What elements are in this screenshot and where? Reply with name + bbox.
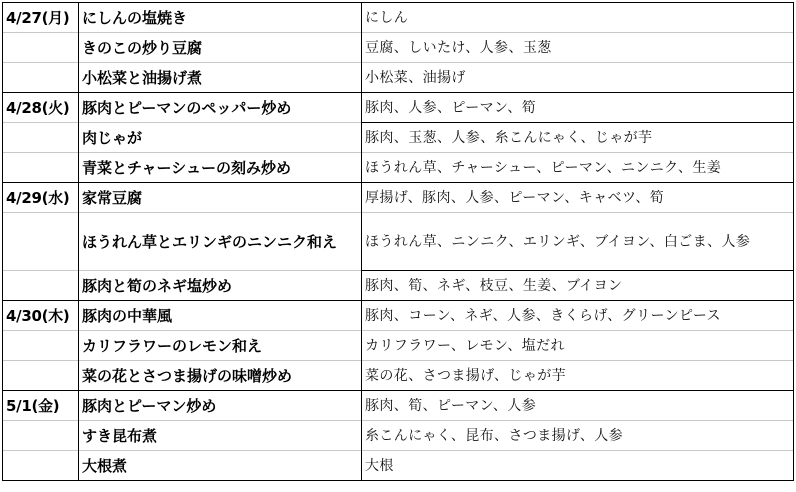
table-row (3, 183, 794, 213)
table-row (3, 93, 794, 123)
ingredients-cell[interactable]: 豚肉、人参、ピーマン、筍 (362, 93, 794, 123)
date-cell[interactable]: 4/27(月) (3, 3, 79, 33)
dish-cell[interactable]: 豚肉とピーマンのペッパー炒め (79, 93, 362, 123)
date-cell[interactable]: 4/28(火) (3, 93, 79, 123)
table-row (3, 63, 794, 93)
ingredients-cell[interactable]: 厚揚げ、豚肉、人参、ピーマン、キャベツ、筍 (362, 183, 794, 213)
table-row (3, 153, 794, 183)
ingredients-cell[interactable]: にしん (362, 3, 794, 33)
ingredients-cell[interactable]: 豚肉、コーン、ネギ、人参、きくらげ、グリーンピース (362, 301, 794, 331)
table-row (3, 271, 794, 301)
date-cell[interactable] (3, 451, 79, 481)
table-row (3, 123, 794, 153)
date-cell[interactable] (3, 33, 79, 63)
table-row (3, 301, 794, 331)
dish-cell[interactable]: 菜の花とさつま揚げの味噌炒め (79, 361, 362, 391)
date-cell[interactable] (3, 63, 79, 93)
table-row (3, 451, 794, 481)
date-cell[interactable] (3, 271, 79, 301)
table-row (3, 331, 794, 361)
ingredients-cell[interactable]: 豚肉、筍、ピーマン、人参 (362, 391, 794, 421)
dish-cell[interactable]: カリフラワーのレモン和え (79, 331, 362, 361)
dish-cell[interactable]: 肉じゃが (79, 123, 362, 153)
ingredients-cell[interactable]: ほうれん草、ニンニク、エリンギ、ブイヨン、白ごま、人参 (362, 213, 794, 271)
date-cell[interactable]: 4/29(水) (3, 183, 79, 213)
ingredients-cell[interactable]: 豚肉、筍、ネギ、枝豆、生姜、ブイヨン (362, 271, 794, 301)
ingredients-cell[interactable]: 糸こんにゃく、昆布、さつま揚げ、人参 (362, 421, 794, 451)
date-cell[interactable] (3, 153, 79, 183)
table-row (3, 391, 794, 421)
dish-cell[interactable]: 大根煮 (79, 451, 362, 481)
menu-table (2, 2, 794, 481)
dish-cell[interactable]: 家常豆腐 (79, 183, 362, 213)
ingredients-cell[interactable]: 豆腐、しいたけ、人参、玉葱 (362, 33, 794, 63)
dish-cell[interactable]: 豚肉とピーマン炒め (79, 391, 362, 421)
dish-cell[interactable]: すき昆布煮 (79, 421, 362, 451)
table-row (3, 421, 794, 451)
dish-cell[interactable]: 小松菜と油揚げ煮 (79, 63, 362, 93)
date-cell[interactable] (3, 361, 79, 391)
table-row (3, 3, 794, 33)
date-cell[interactable] (3, 331, 79, 361)
ingredients-cell[interactable]: 菜の花、さつま揚げ、じゃが芋 (362, 361, 794, 391)
dish-cell[interactable]: きのこの炒り豆腐 (79, 33, 362, 63)
date-cell[interactable] (3, 123, 79, 153)
ingredients-cell[interactable]: 小松菜、油揚げ (362, 63, 794, 93)
date-cell[interactable] (3, 213, 79, 271)
ingredients-cell[interactable]: カリフラワー、レモン、塩だれ (362, 331, 794, 361)
ingredients-cell[interactable]: 豚肉、玉葱、人参、糸こんにゃく、じゃが芋 (362, 123, 794, 153)
table-row (3, 33, 794, 63)
date-cell[interactable]: 5/1(金) (3, 391, 79, 421)
dish-cell[interactable]: 豚肉の中華風 (79, 301, 362, 331)
dish-cell[interactable]: 青菜とチャーシューの刻み炒め (79, 153, 362, 183)
date-cell[interactable] (3, 421, 79, 451)
dish-cell[interactable]: ほうれん草とエリンギのニンニク和え (79, 213, 362, 271)
table-row (3, 213, 794, 271)
dish-cell[interactable]: にしんの塩焼き (79, 3, 362, 33)
dish-cell[interactable]: 豚肉と筍のネギ塩炒め (79, 271, 362, 301)
table-row (3, 361, 794, 391)
ingredients-cell[interactable]: 大根 (362, 451, 794, 481)
date-cell[interactable]: 4/30(木) (3, 301, 79, 331)
ingredients-cell[interactable]: ほうれん草、チャーシュー、ピーマン、ニンニク、生姜 (362, 153, 794, 183)
